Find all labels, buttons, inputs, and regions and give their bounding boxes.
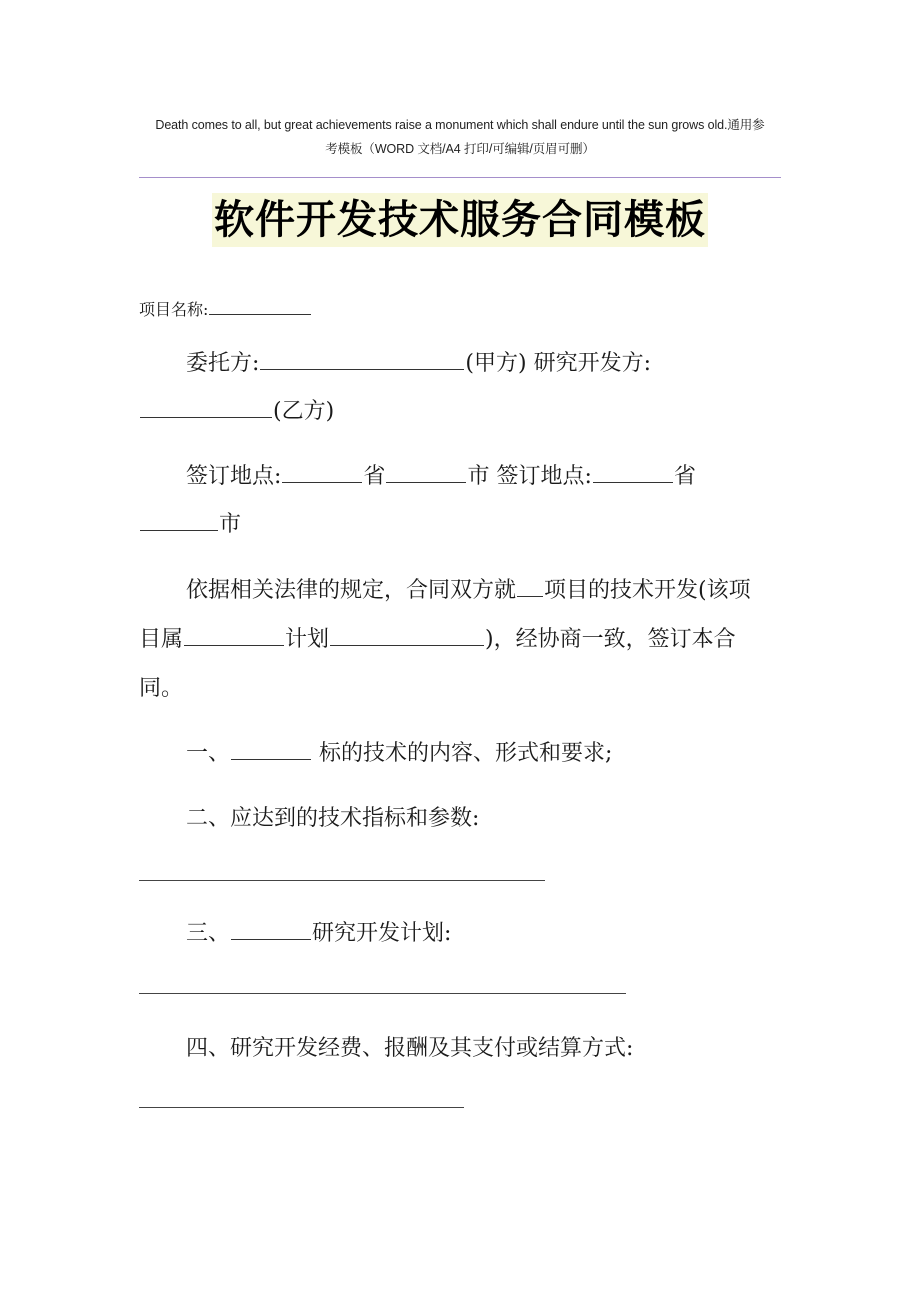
- section-4-prefix: 四、: [186, 1036, 231, 1061]
- section-4-answer-line[interactable]: [139, 1107, 464, 1108]
- section-2-text: 应达到的技术指标和参数:: [230, 806, 480, 831]
- section-3-answer-line[interactable]: [139, 993, 626, 994]
- preamble-part-1: 依据相关法律的规定，合同双方就: [186, 578, 517, 603]
- title-container: [0, 193, 920, 247]
- section-3: [186, 919, 451, 949]
- header-line-1: Death comes to all, but great achievements raise a monument which shall endure until the sun grows old.通用参: [155, 118, 765, 132]
- section-3-prefix: 三、: [186, 921, 231, 946]
- client-suffix: (甲方): [465, 351, 527, 376]
- signing-province-blank-1[interactable]: [282, 481, 362, 483]
- section-3-text: 研究开发计划:: [312, 921, 452, 946]
- section-1-prefix: 一、: [186, 741, 231, 766]
- section-1-text: 标的技术的内容、形式和要求;: [319, 741, 613, 766]
- signing-city-2: 市: [219, 512, 242, 537]
- project-name-label: 项目名称:: [139, 300, 209, 319]
- signing-city-blank-2[interactable]: [140, 529, 218, 531]
- page-header: [110, 113, 810, 161]
- preamble-line-3: [139, 674, 183, 704]
- signing-province-blank-2[interactable]: [593, 481, 673, 483]
- project-name-line: [139, 299, 312, 321]
- preamble-part-5: )，经协商一致，签订本合: [485, 627, 736, 652]
- preamble-part-6: 同。: [139, 676, 184, 701]
- plan-category-blank[interactable]: [184, 644, 284, 646]
- section-2: [186, 804, 479, 834]
- client-label: 委托方:: [186, 351, 260, 376]
- signing-label-2: 签订地点:: [496, 464, 592, 489]
- preamble-part-3: 目属: [139, 627, 184, 652]
- developer-blank[interactable]: [140, 416, 272, 418]
- preamble-line-2: [139, 625, 736, 655]
- header-line-2: 考模板（WORD 文档/A4 打印/可编辑/页眉可删）: [325, 142, 595, 156]
- section-3-blank[interactable]: [231, 938, 311, 940]
- section-4: [186, 1034, 633, 1064]
- developer-line: [139, 397, 334, 427]
- section-1-blank[interactable]: [231, 758, 311, 760]
- developer-suffix: (乙方): [273, 399, 335, 424]
- project-name-blank[interactable]: [209, 313, 311, 315]
- developer-label: 研究开发方:: [533, 351, 652, 376]
- signing-city-line: [139, 510, 241, 540]
- plan-name-blank[interactable]: [330, 644, 484, 646]
- section-4-text: 研究开发经费、报酬及其支付或结算方式:: [230, 1036, 634, 1061]
- signing-label-1: 签订地点:: [186, 464, 282, 489]
- signing-city-1: 市: [467, 464, 490, 489]
- section-2-answer-line[interactable]: [139, 880, 545, 881]
- preamble-part-4: 计划: [285, 627, 330, 652]
- signing-place-line: [186, 462, 696, 492]
- header-divider: [139, 177, 781, 178]
- client-blank[interactable]: [260, 368, 464, 370]
- preamble-line-1: [186, 576, 751, 606]
- client-line: [186, 349, 651, 379]
- section-1: [186, 739, 612, 769]
- preamble-part-2: 项目的技术开发(该项: [544, 578, 751, 603]
- section-2-prefix: 二、: [186, 806, 231, 831]
- project-blank[interactable]: [517, 595, 543, 597]
- document-title: 软件开发技术服务合同模板: [212, 193, 708, 247]
- signing-province-2: 省: [673, 464, 696, 489]
- signing-province-1: 省: [363, 464, 386, 489]
- signing-city-blank-1[interactable]: [386, 481, 466, 483]
